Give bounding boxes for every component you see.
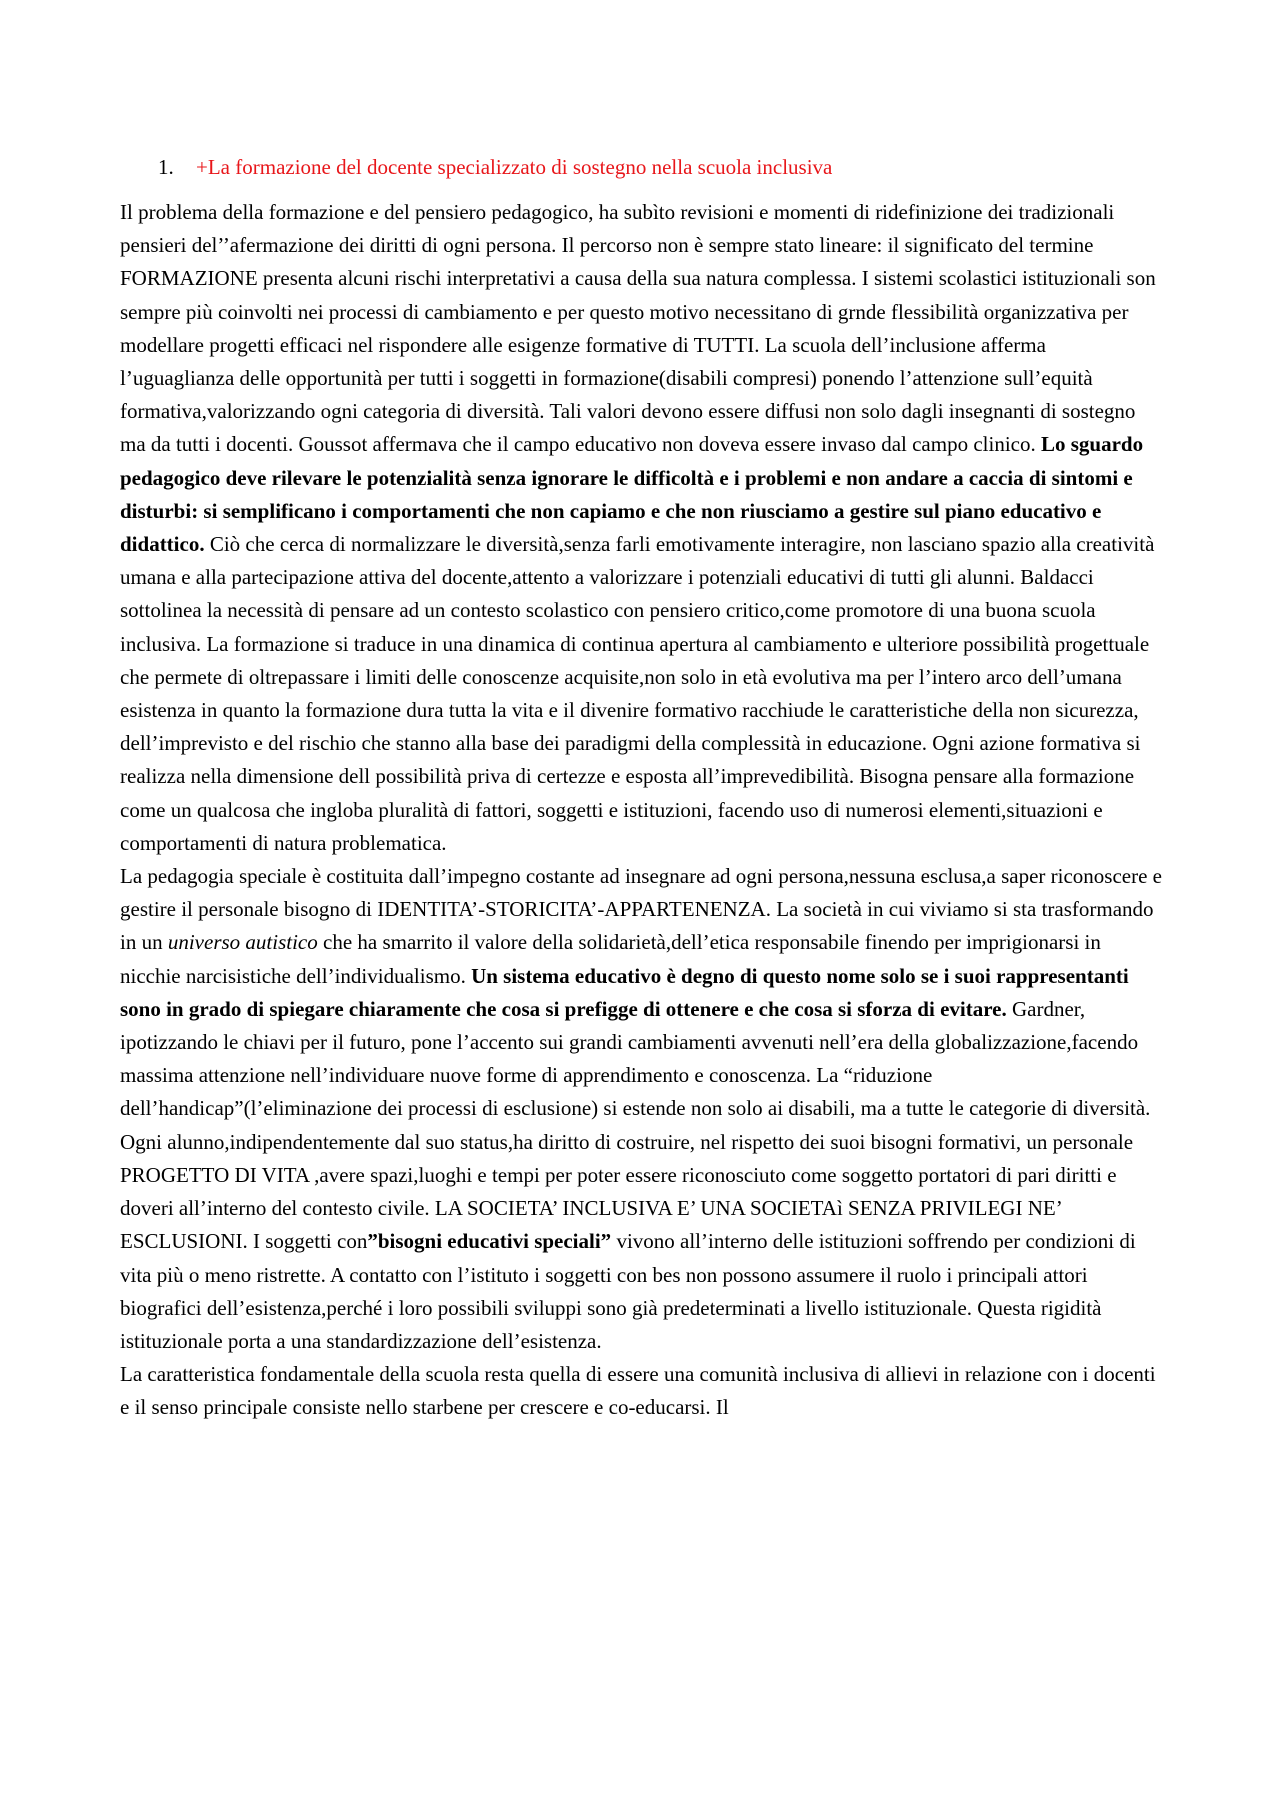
paragraph-text: La caratteristica fondamentale della scuola resta quella di essere una comunità inclusiva di allievi in relazione con i docenti e il senso principale consiste nello starbene per crescere e co-educarsi. Il	[120, 1362, 1156, 1420]
paragraph-text: Il problema della formazione e del pensiero pedagogico, ha subìto revisioni e momenti di ridefinizione dei tradizionali pensieri del’’afermazione dei diritti di ogni persona. Il percorso non è sempre stato lineare: il significato del termine FORMAZIONE presenta alcuni rischi interpretativi a causa della sua natura complessa. I sistemi scolastici istituzionali son sempre più coinvolti nei processi di cambiamento e per questo motivo necessitano di grnde flessibilità organizzativa per modellare progetti efficaci nel rispondere alle esigenze formative di TUTTI. La scuola dell’inclusione afferma l’uguaglianza delle opportunità per tutti i soggetti in formazione(disabili compresi) ponendo l’attenzione sull’equità formativa,valorizzando ogni categoria di diversità. Tali valori devono essere diffusi non solo dagli insegnanti di sostegno ma da tutti i docenti. Goussot affermava che il campo educativo non doveva essere invaso dal campo clinico.	[120, 200, 1156, 457]
paragraph-text: che ha smarrito il valore della solidarietà,dell’etica responsabile finendo per imprigionarsi in nicchie narcisistiche dell’individualismo.	[120, 930, 1101, 988]
paragraph	[120, 860, 1165, 1358]
heading-number: 1.	[158, 155, 174, 179]
bold-text: ”bisogni educativi speciali”	[367, 1229, 612, 1254]
section-heading	[158, 150, 1160, 184]
document-body	[120, 196, 1165, 1425]
paragraph-text: La pedagogia speciale è costituita dall’impegno costante ad insegnare ad ogni persona,nessuna esclusa,a saper riconoscere e gestire il personale bisogno di IDENTITA’-STORICITA’-APPARTENENZA. La società in cui viviamo si sta trasformando in un	[120, 864, 1163, 955]
paragraph-text: Ciò che cerca di normalizzare le diversità,senza farli emotivamente interagire, non lasciano spazio alla creatività umana e alla partecipazione attiva del docente,attento a valorizzare i potenziali educativi di tutti gli alunni. Baldacci sottolinea la necessità di pensare ad un contesto scolastico con pensiero critico,come promotore di una buona scuola inclusiva. La formazione si traduce in una dinamica di continua apertura al cambiamento e ulteriore possibilità progettuale che permete di oltrepassare i limiti delle conoscenze acquisite,non solo in età evolutiva ma per l’intero arco dell’umana esistenza in quanto la formazione dura tutta la vita e il divenire formativo racchiude le caratteristiche della non sicurezza, dell’imprevisto e del rischio che stanno alla base dei paradigmi della complessità in educazione. Ogni azione formativa si realizza nella dimensione dell possibilità priva di certezze e esposta all’imprevedibilità. Bisogna pensare alla formazione come un qualcosa che ingloba pluralità di fattori, soggetti e istituzioni, facendo uso di numerosi elementi,situazioni e comportamenti di natura problematica.	[120, 532, 1155, 855]
heading-title: +La formazione del docente specializzato di sostegno nella scuola inclusiva	[196, 155, 833, 179]
paragraph	[120, 1358, 1165, 1424]
paragraph-text: vivono all’interno delle istituzioni soffrendo per condizioni di vita più o meno ristrette. A contatto con l’istituto i soggetti con bes non possono assumere il ruolo i principali attori biografici dell’esistenza,perché i loro possibili sviluppi sono già predeterminati a livello istituzionale. Questa rigidità istituzionale porta a una standardizzazione dell’esistenza.	[120, 1229, 1136, 1353]
italic-text: universo autistico	[167, 930, 318, 955]
paragraph-text: Gardner, ipotizzando le chiavi per il futuro, pone l’accento sui grandi cambiamenti avvenuti nell’era della globalizzazione,facendo massima attenzione nell’individuare nuove forme di apprendimento e conoscenza. La “riduzione dell’handicap”(l’eliminazione dei processi di esclusione) si estende non solo ai disabili, ma a tutte le categorie di diversità. Ogni alunno,indipendentemente dal suo status,ha diritto di costruire, nel rispetto dei suoi bisogni formativi, un personale PROGETTO DI VITA ,avere spazi,luoghi e tempi per poter essere riconosciuto come soggetto portatori di pari diritti e doveri all’interno del contesto civile. LA SOCIETA’ INCLUSIVA E’ UNA SOCIETAì SENZA PRIVILEGI NE’ ESCLUSIONI. I soggetti con	[120, 996, 1151, 1254]
paragraph	[120, 196, 1165, 860]
bold-text: Lo sguardo pedagogico deve rilevare le potenzialità senza ignorare le difficoltà e i problemi e non andare a caccia di sintomi e disturbi: si semplificano i comportamenti che non capiamo e che non riusciamo a gestire sul piano educativo e didattico.	[120, 432, 1144, 557]
bold-text: Un sistema educativo è degno di questo nome solo se i suoi rappresentanti sono in grado di spiegare chiaramente che cosa si prefigge di ottenere e che cosa si sforza di evitare.	[120, 963, 1129, 1021]
